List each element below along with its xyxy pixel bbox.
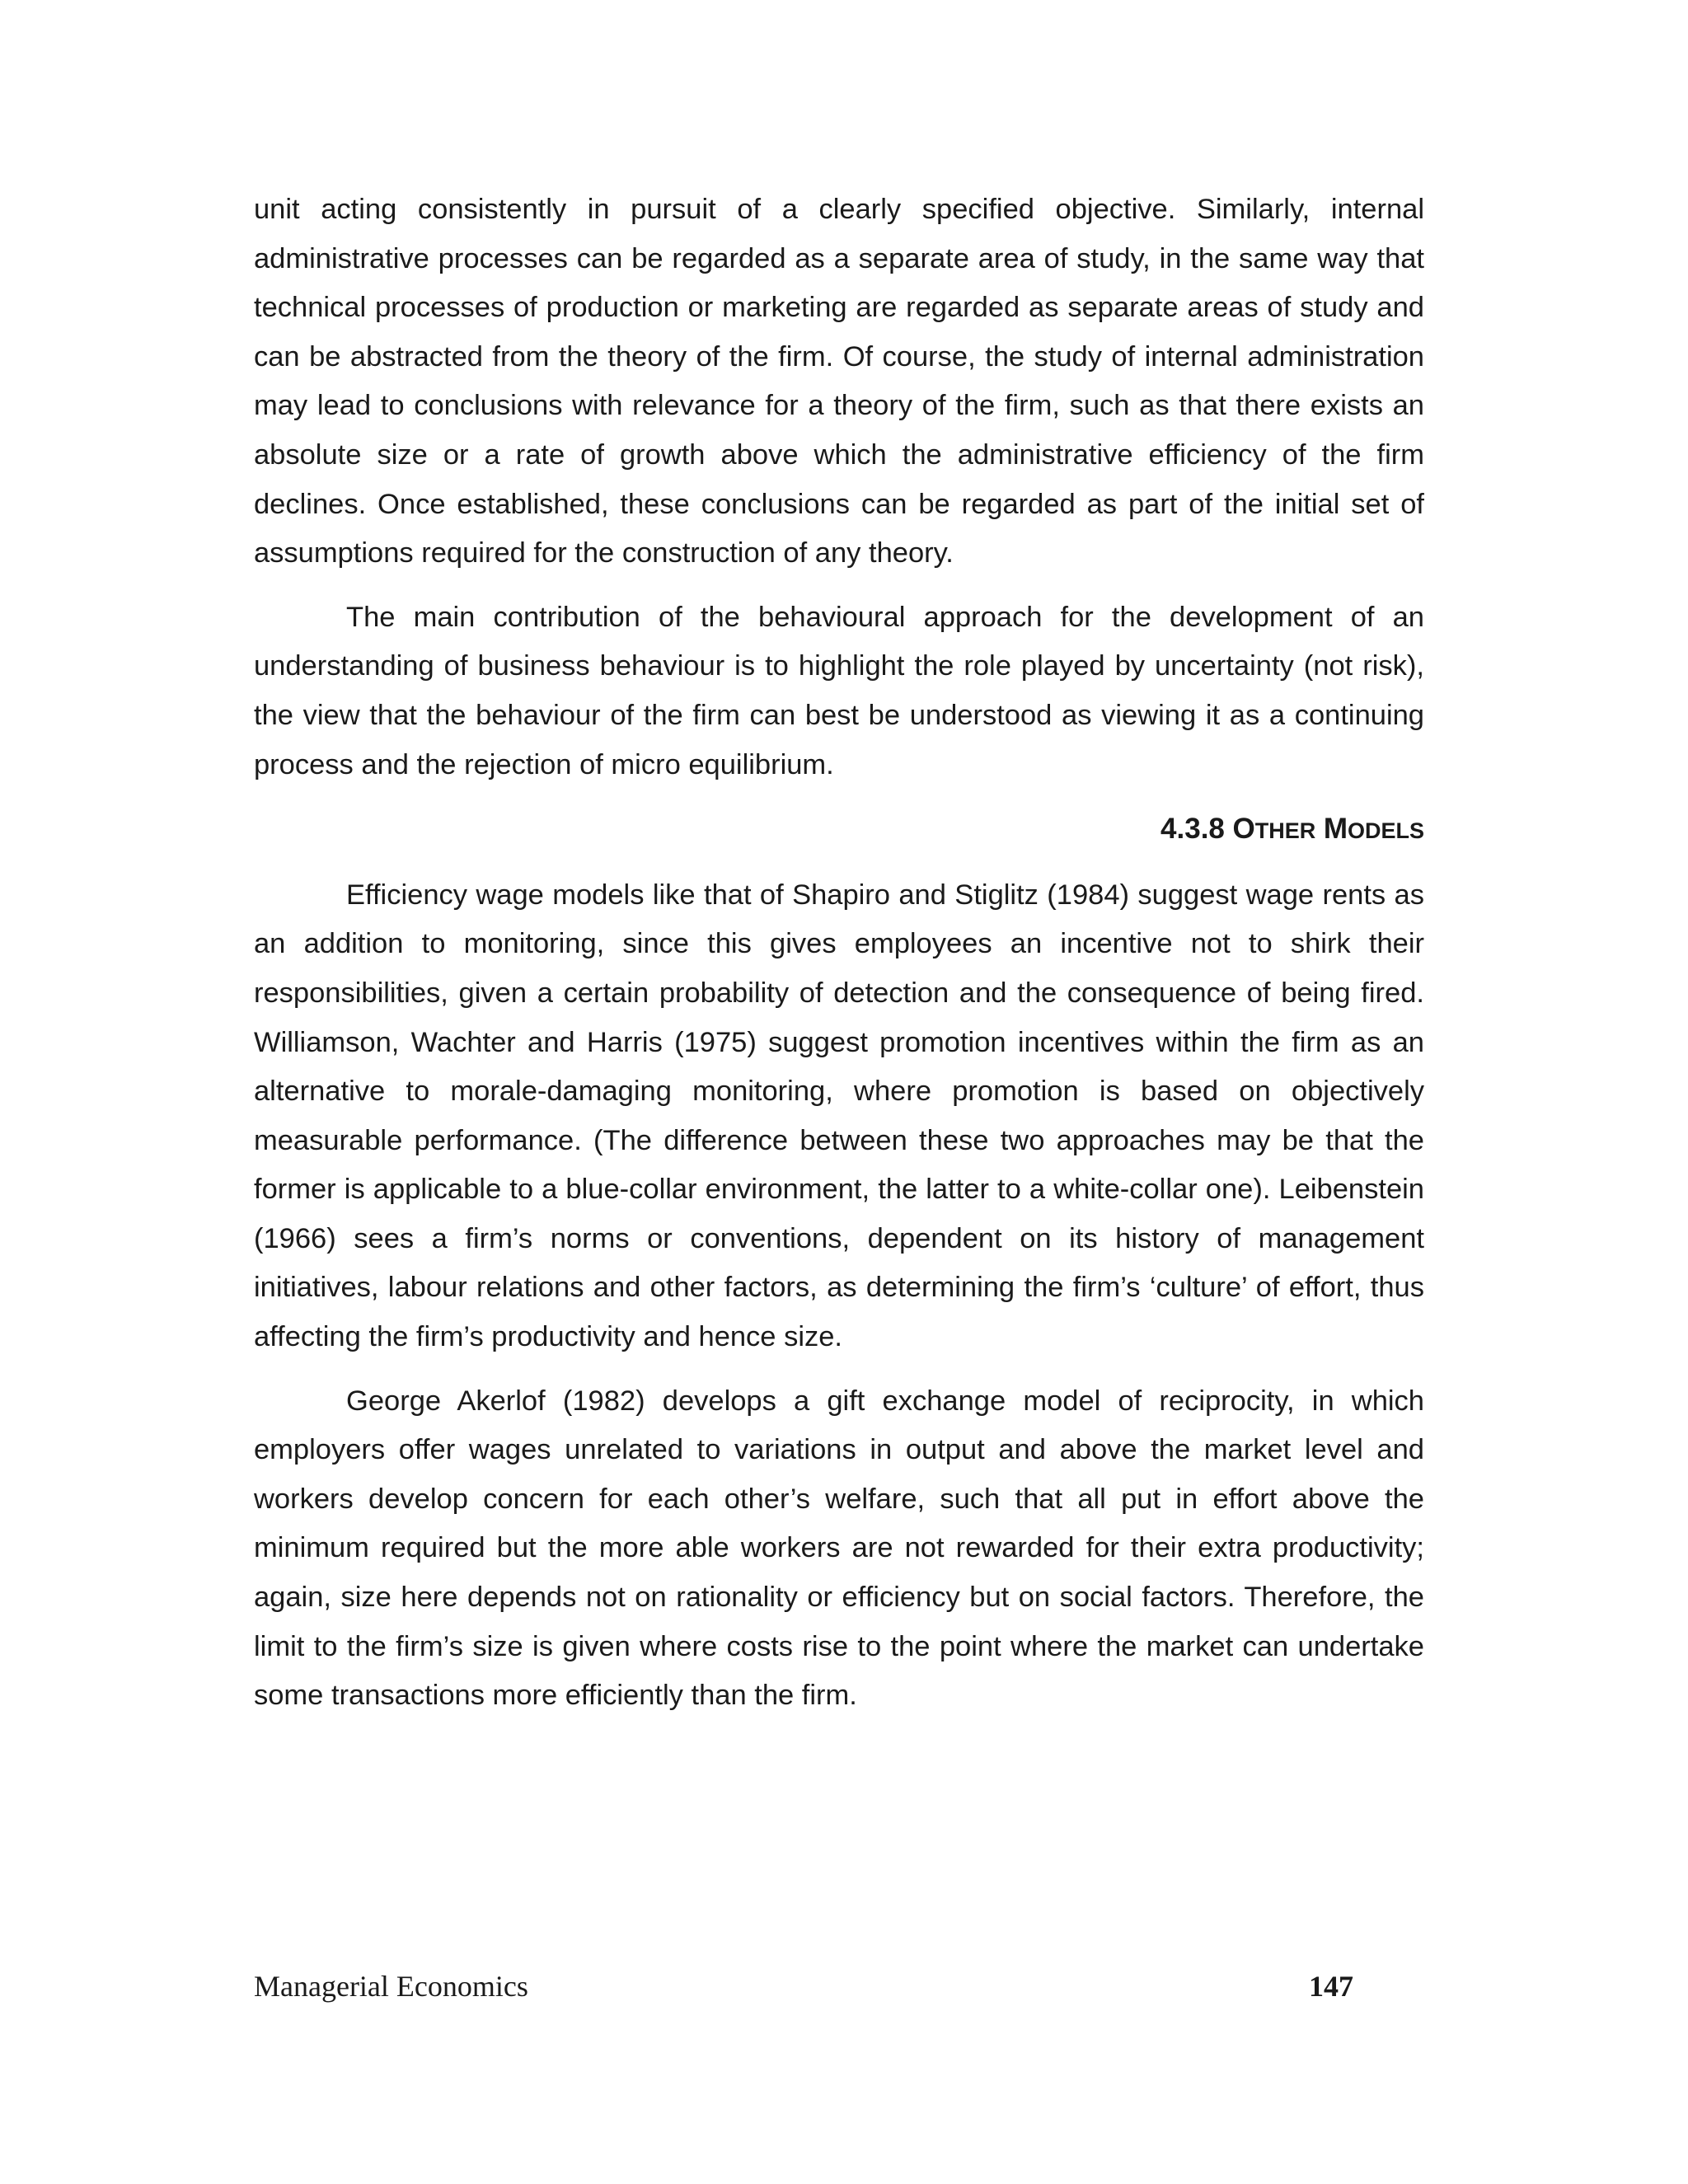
paragraph-continuation: unit acting consistently in pursuit of a clearly specified objective. Similarly, internal administrative processes can be regarded as a separate area of study, in the same way that technical processes of production or marketing are regarded as separate areas of study and can be abstracted from the theory of the firm. Of course, the study of internal administration may lead to conclusions with relevance for a theory of the firm, such as that there exists an absolute size or a rate of growth above which the administrative efficiency of the firm declines. Once established, these conclusions can be regarded as part of the initial set of assumptions required for the construction of any theory. [254,194,1424,569]
section-title-letter-m: M [1323,813,1348,846]
section-heading [254,804,1424,856]
footer-book-title: Managerial Economics [254,1970,528,2003]
section-title-rest-ther: THER [1254,818,1316,844]
section-title-rest-odels: ODELS [1347,818,1424,844]
footer-page-number: 147 [1309,1970,1353,2003]
section-title-letter-o: O [1232,813,1255,846]
page-body [254,185,1424,1736]
section-number: 4.3.8 [1160,813,1225,846]
paragraph-efficiency-wage: Efficiency wage models like that of Shapiro and Stiglitz (1984) suggest wage rents as an addition to monitoring, since this gives employees an incentive not to shirk their responsibilities, given a certain probability of detection and the consequence of being fired. Williamson, Wachter and Harris (1975) suggest promotion incentives within the firm as an alternative to morale-damaging monitoring, where promotion is based on objectively measurable performance. (The difference between these two approaches may be that the former is applicable to a blue-collar environment, the latter to a white-collar one). Leibenstein (1966) sees a firm’s norms or conventions, dependent on its history of management initiatives, labour relations and other factors, as determining the firm’s ‘culture’ of effort, thus affecting the firm’s productivity and hence size. [254,879,1424,1353]
paragraph-akerlof: George Akerlof (1982) develops a gift exchange model of reciprocity, in which employers offer wages unrelated to variations in output and above the market level and workers develop concern for each other’s welfare, such that all put in effort above the minimum required but the more able workers are not rewarded for their extra productivity; again, size here depends not on rationality or efficiency but on social factors. Therefore, the limit to the firm’s size is given where costs rise to the point where the market can undertake some transactions more efficiently than the firm. [254,1385,1424,1712]
paragraph-behavioural-contribution: The main contribution of the behavioural approach for the development of an understanding of business behaviour is to highlight the role played by uncertainty (not risk), the view that the behaviour of the firm can best be understood as viewing it as a continuing process and the rejection of micro equilibrium. [254,601,1424,780]
